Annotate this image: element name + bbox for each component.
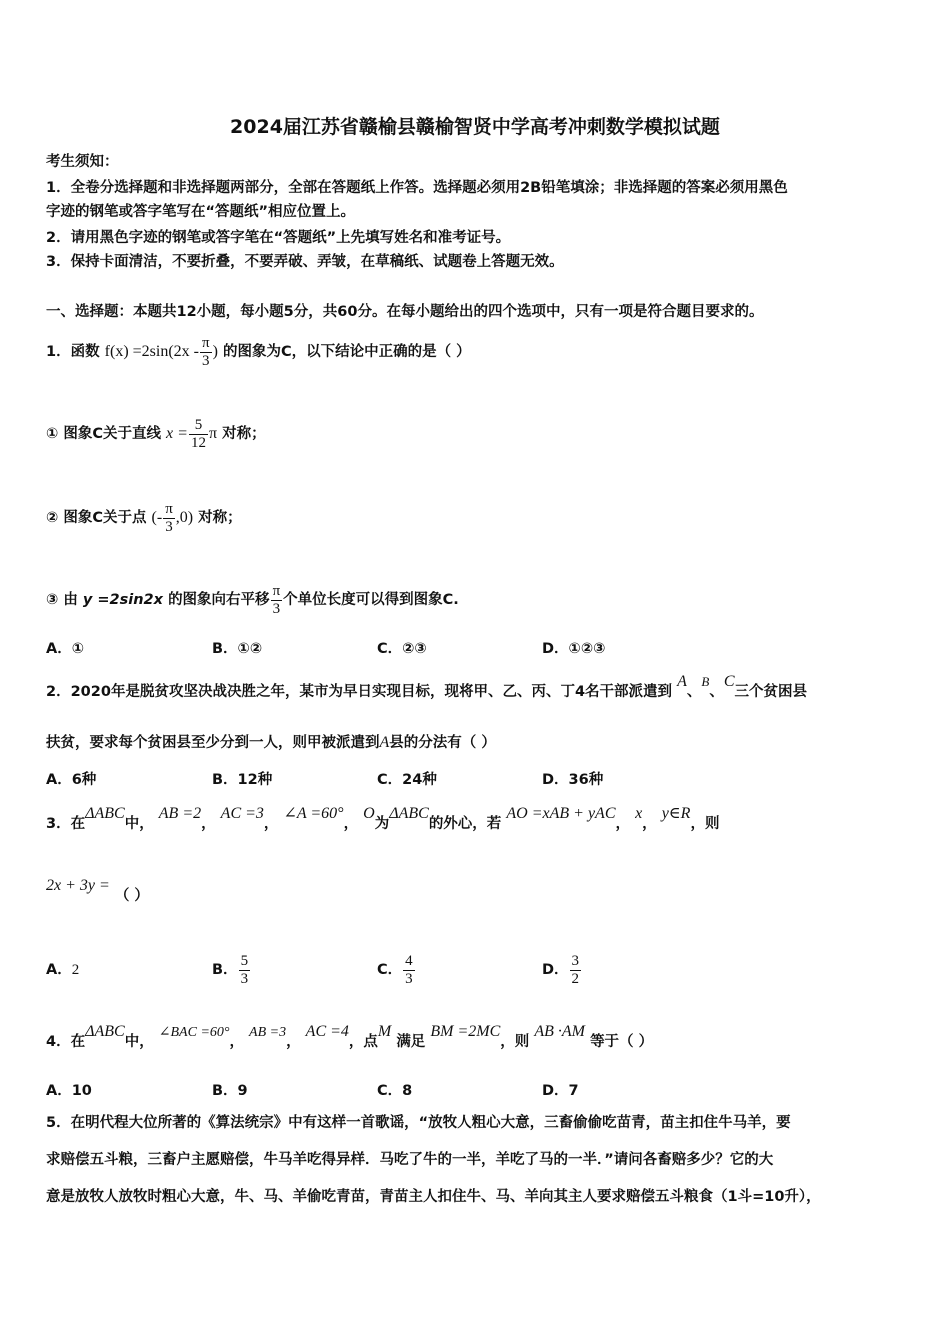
q1-s2-fraction <box>163 501 175 536</box>
q3-opt-b-label: B． <box>212 962 238 978</box>
q3-x: x <box>635 805 643 822</box>
q3-opt-d-num: 3 <box>571 952 580 969</box>
q1-statement-3 <box>46 580 459 620</box>
q4-bm: BM =2MC <box>430 1023 501 1040</box>
question-3-line-2 <box>46 876 149 916</box>
q1-s1-den: 12 <box>190 434 206 451</box>
q3-c2: ， <box>263 816 279 832</box>
q3-ze: ，则 <box>690 816 720 832</box>
q2-line1-end: 三个贫困县 <box>734 684 807 700</box>
q1-prefix: 1．函数 <box>46 344 100 360</box>
q3-opt-b-fraction <box>239 953 251 988</box>
q3-expression: 2x + 3y = <box>46 877 110 894</box>
question-5-line-2: 求赔偿五斗粮，三畜户主愿赔偿，牛马羊吃得异样．马吃了牛的一半，羊吃了马的一半．”请问各畜赔多少？它的大 <box>46 1152 774 1168</box>
q3-vector-eq: AO =xAB + yAC <box>506 805 616 822</box>
question-5-line-3: 意是放牧人放牧时粗心大意，牛、马、羊偷吃青苗，青苗主人扣住牛、马、羊向其主人要求赔偿五斗粮食（1斗=10升）， <box>46 1189 821 1205</box>
q2-sep2: 、 <box>709 684 724 700</box>
q3-opt-d-den: 2 <box>571 970 580 987</box>
q1-s1-fraction <box>189 417 208 452</box>
notice-line-4: 3．保持卡面清洁，不要折叠，不要弄破、弄皱，在草稿纸、试题卷上答题无效。 <box>46 254 564 270</box>
q1-option-c[interactable]: C．②③ <box>377 641 427 657</box>
q1-s2-num: π <box>165 500 173 517</box>
q1-s3-num: π <box>272 582 281 599</box>
q1-s1-pre: ① 图象C关于直线 <box>46 426 161 442</box>
question-4-stem <box>46 1022 653 1063</box>
notice-line-3: 2．请用黑色字迹的钢笔或答字笔在“答题纸”上先填写姓名和准考证号。 <box>46 230 511 246</box>
q3-waixin: 的外心，若 <box>428 816 502 832</box>
q3-opt-a-value: 2 <box>71 962 80 978</box>
q3-option-b[interactable] <box>212 942 251 998</box>
q4-option-b[interactable]: B．9 <box>212 1083 248 1099</box>
q1-frac-den: 3 <box>202 352 210 369</box>
q1-s1-pi: π <box>208 425 218 442</box>
q3-o: O <box>363 805 375 822</box>
question-2-line-1 <box>46 672 807 712</box>
q1-s2-post: 对称； <box>198 510 242 526</box>
q4-m: M <box>377 1023 392 1040</box>
q4-pre: 4．在 <box>46 1034 86 1050</box>
q3-triangle-2: ΔABC <box>389 805 429 822</box>
q2-option-c[interactable]: C．24种 <box>377 772 437 788</box>
q3-opt-a-label: A． <box>46 962 72 978</box>
q3-opt-d-label: D． <box>542 962 569 978</box>
q1-s3-pre: ③ 由 <box>46 592 78 608</box>
q3-opt-c-fraction <box>403 953 415 988</box>
q4-dot-product: AB ·AM <box>534 1023 585 1040</box>
question-5-line-1: 5．在明代程大位所著的《算法统宗》中有这样一首歌谣，“放牧人粗心大意，三畜偷偷吃苗青，苗主扣住牛马羊，要 <box>46 1115 791 1131</box>
q1-s3-den: 3 <box>272 600 281 617</box>
q2-line1: 2．2020年是脱贫攻坚决战决胜之年，某市为早日实现目标，现将甲、乙、丙、丁4名干部派遣到 <box>46 684 673 700</box>
q1-s3-post: 个单位长度可以得到图象C. <box>283 592 459 608</box>
q1-s3-fraction <box>271 583 283 618</box>
q1-option-d[interactable]: D．①②③ <box>542 641 606 657</box>
q3-ac: AC =3 <box>220 805 264 822</box>
q4-zhong: 中， <box>124 1034 154 1050</box>
q3-y-in-r: y∈R <box>661 805 691 822</box>
q3-ab: AB =2 <box>158 805 202 822</box>
q4-manzu: 满足 <box>396 1034 426 1050</box>
q2-sep1: 、 <box>686 684 702 700</box>
q1-s2-den: 3 <box>165 518 173 535</box>
q3-zhong: 中， <box>124 816 154 832</box>
q4-option-c[interactable]: C．8 <box>377 1083 413 1099</box>
page-title: 2024届江苏省赣榆县赣榆智贤中学高考冲刺数学模拟试题 <box>230 116 720 138</box>
q3-opt-d-fraction <box>570 953 582 988</box>
q1-option-b[interactable]: B．①② <box>212 641 263 657</box>
q2-c: C <box>723 673 735 690</box>
q1-s1-x: x = <box>166 425 188 442</box>
q1-s3-eq: y =2sin2x <box>82 592 163 608</box>
q3-wei: 为 <box>374 816 390 832</box>
q3-option-a[interactable] <box>46 942 79 998</box>
q3-opt-c-label: C． <box>377 962 403 978</box>
q4-c1: ， <box>229 1034 244 1050</box>
q1-frac-num: π <box>202 334 210 351</box>
q3-opt-c-num: 4 <box>405 952 413 969</box>
q3-pre: 3．在 <box>46 816 86 832</box>
notice-heading: 考生须知： <box>46 154 119 170</box>
question-1-stem <box>46 332 471 372</box>
q4-option-d[interactable]: D．7 <box>542 1083 579 1099</box>
q1-s1-post: 对称； <box>222 426 266 442</box>
q4-post: 等于（ ） <box>590 1034 654 1050</box>
q2-line2-a: A <box>379 734 390 751</box>
q3-opt-c-den: 3 <box>405 970 413 987</box>
q1-s3-mid: 的图象向右平移 <box>168 592 270 608</box>
q1-statement-2 <box>46 498 242 538</box>
notice-line-2: 字迹的钢笔或答字笔写在“答题纸”相应位置上。 <box>46 204 356 220</box>
q4-ac: AC =4 <box>305 1023 349 1040</box>
q1-post: 的图象为C，以下结论中正确的是（ ） <box>222 344 471 360</box>
q3-option-c[interactable] <box>377 942 416 998</box>
q2-option-b[interactable]: B．12种 <box>212 772 273 788</box>
q2-option-d[interactable]: D．36种 <box>542 772 604 788</box>
q1-close: ) <box>212 343 218 360</box>
q2-b: B <box>701 674 710 689</box>
section-heading: 一、选择题：本题共12小题，每小题5分，共60分。在每小题给出的四个选项中，只有一项是符合题目要求的。 <box>46 304 764 320</box>
q3-opt-b-num: 5 <box>240 952 249 969</box>
q3-triangle: ΔABC <box>85 805 125 822</box>
q3-angle: ∠A =60° <box>283 805 344 822</box>
q1-s2-open: (- <box>151 509 163 526</box>
q2-a: A <box>677 673 687 690</box>
q2-line2-pre: 扶贫，要求每个贫困县至少分到一人，则甲被派遣到 <box>46 735 380 751</box>
q1-option-a[interactable]: A．① <box>46 641 84 657</box>
q1-function: f(x) =2sin(2x - <box>104 343 199 360</box>
q4-ze: ，则 <box>500 1034 530 1050</box>
q3-opt-b-den: 3 <box>240 970 249 987</box>
notice-line-1: 1．全卷分选择题和非选择题两部分，全部在答题纸上作答。选择题必须用2B铅笔填涂；非选择题的答案必须用黑色 <box>46 180 788 196</box>
q4-triangle: ΔABC <box>85 1023 125 1040</box>
q4-ab: AB =3 <box>249 1025 287 1040</box>
q4-option-a[interactable]: A．10 <box>46 1083 92 1099</box>
q1-s1-num: 5 <box>189 417 208 435</box>
q3-option-d[interactable] <box>542 942 582 998</box>
q3-c1: ， <box>201 816 216 832</box>
q4-dian: ，点 <box>348 1034 378 1050</box>
q1-fraction <box>200 335 212 370</box>
q1-s2-pre: ② 图象C关于点 <box>46 510 147 526</box>
q2-option-a[interactable]: A．6种 <box>46 772 97 788</box>
q2-line2-post: 县的分法有（ ） <box>389 735 496 751</box>
question-3-line-1 <box>46 804 719 844</box>
q3-c3: ， <box>343 816 359 832</box>
q3-c5: ， <box>642 816 657 832</box>
q1-statement-1 <box>46 414 266 454</box>
question-2-line-2 <box>46 733 496 753</box>
q4-angle: ∠BAC =60° <box>158 1025 230 1040</box>
q3-bracket: （ ） <box>114 888 149 904</box>
q1-s2-close: ,0) <box>175 509 194 526</box>
q4-c2: ， <box>286 1034 301 1050</box>
q3-c4: ， <box>615 816 630 832</box>
